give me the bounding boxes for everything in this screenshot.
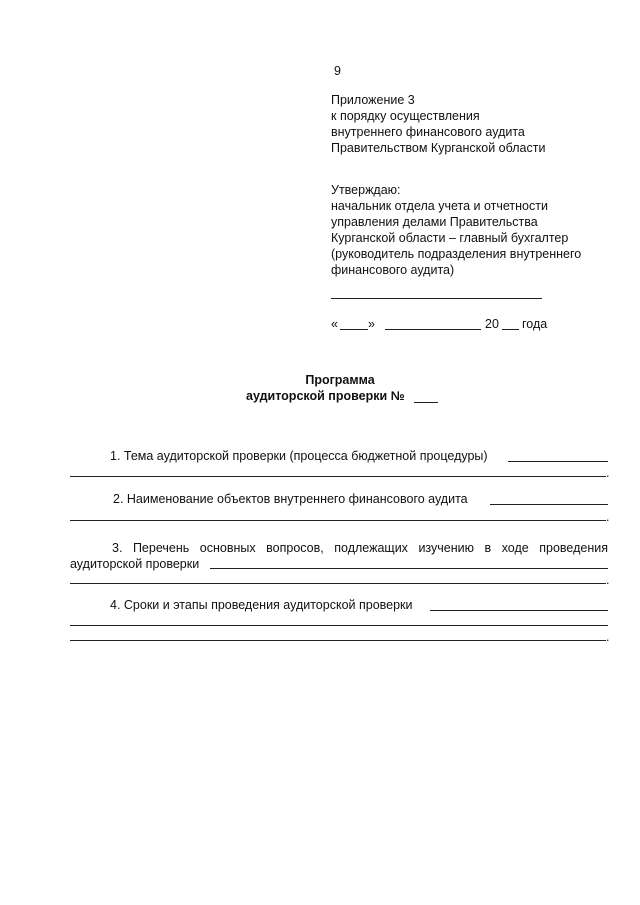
approval-line: финансового аудита) [331, 263, 455, 277]
section-3-blank [210, 568, 608, 569]
appendix-block [331, 92, 545, 156]
section-1-line [70, 476, 606, 477]
approval-line: Курганской области – главный бухгалтер [331, 231, 569, 245]
section-2-end-mark: . [606, 510, 610, 524]
section-3-line-1: 3. Перечень основных вопросов, подлежащих изучению в ходе проведения [112, 541, 608, 555]
date-month-blank [385, 329, 481, 330]
section-4-line-a [70, 625, 608, 626]
approval-line: (руководитель подразделения внутреннего [331, 247, 582, 261]
date-year-suffix: года [522, 317, 548, 331]
approval-line: управления делами Правительства [331, 215, 538, 229]
program-title: Программа [305, 373, 375, 387]
signature-line [331, 298, 542, 299]
section-2-line [70, 520, 606, 521]
date-open-quote: « [331, 317, 338, 331]
section-4-blank [430, 610, 608, 611]
program-subtitle: аудиторской проверки № [246, 389, 405, 403]
section-2-label: 2. Наименование объектов внутреннего финансового аудита [113, 492, 468, 506]
approval-title: Утверждаю: [331, 183, 401, 197]
section-4-line-b [70, 640, 606, 641]
approval-block [331, 182, 581, 278]
section-1-label: 1. Тема аудиторской проверки (процесса бюджетной процедуры) [110, 449, 488, 463]
appendix-line: Правительством Курганской области [331, 141, 546, 155]
section-2-blank [490, 504, 608, 505]
section-1-end-mark: . [606, 466, 610, 480]
date-year-blank [502, 329, 519, 330]
page-number: 9 [334, 64, 341, 78]
appendix-line: к порядку осуществления [331, 109, 480, 123]
appendix-title: Приложение 3 [331, 93, 415, 107]
section-3-end-mark: . [606, 573, 610, 587]
approval-line: начальник отдела учета и отчетности [331, 199, 548, 213]
date-day-blank [340, 329, 368, 330]
appendix-line: внутреннего финансового аудита [331, 125, 525, 139]
program-number-blank [414, 402, 438, 403]
section-3-line-2: аудиторской проверки [70, 557, 200, 571]
date-year-prefix: 20 [485, 317, 499, 331]
section-1-blank [508, 461, 608, 462]
section-4-label: 4. Сроки и этапы проведения аудиторской проверки [110, 598, 413, 612]
date-close-quote: » [368, 317, 375, 331]
section-3-line [70, 583, 606, 584]
section-4-end-mark: . [606, 630, 610, 644]
